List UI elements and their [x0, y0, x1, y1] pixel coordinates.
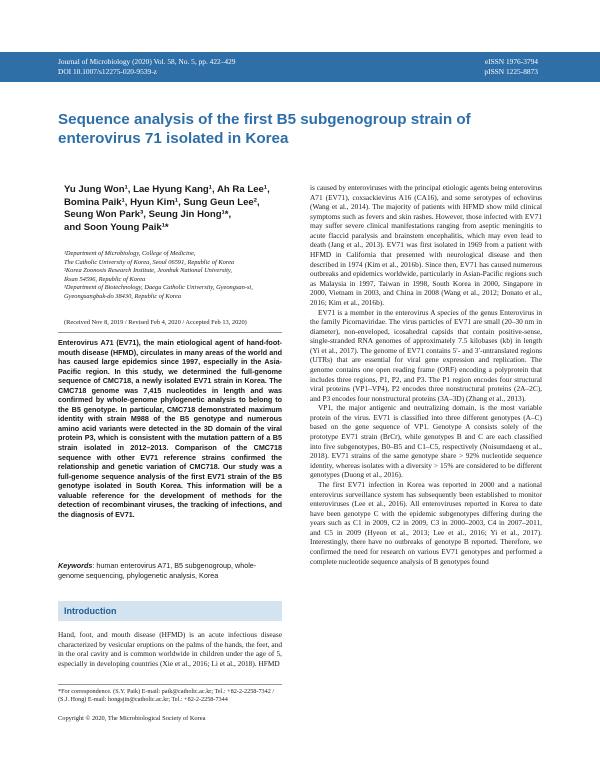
abstract: Enterovirus A71 (EV71), the main etiological agent of hand-foot-mouth disease (HFMD), circulates in many areas of the world and has caused large epidemics since 1997, especially in the Asia-Pacific region. In this study, we determined the full-genome sequence of CMC718, a newly isolated EV71 strain in Korea. The CMC718 genome was 7,415 nucleotides in length and was confirmed by whole-genome phylogenetic analysis to belong to the B5 genotype. In particular, CMC718 demonstrated maximum identity with strain M988 of the B5 genotype and numerous amino acid variants were detected in the 3D domain of the viral protein P3, which is consistent with the mutation pattern of a B5 strain isolated in 2012–2013. Comparison of the CMC718 sequence with other EV71 reference strains confirmed the relationship and genetic variation of CMC718. Our study was a full-genome sequence analysis of the first EV71 strain of the B5 genotype isolated in South Korea. This information will be a valuable reference for the development of methods for the detection of recombinant viruses, the tracking of infections, and the diagnosis of EV71. — [58, 338, 282, 519]
affiliation-line: ²Korea Zoonosis Research Institute, Jeonbuk National University, — [64, 267, 232, 275]
section-heading-introduction: Introduction — [58, 601, 282, 621]
author-line: Yu Jung Won¹, Lae Hyung Kang¹, Ah Ra Lee¹, — [64, 184, 270, 195]
divider — [58, 332, 282, 333]
correspondence-footnote: *For correspondence. (S.Y. Paik) E-mail: paik@catholic.ac.kr; Tel.: +82-2-2258-7342 / (S.J. Hong) E-mail: hongsjin@catholic.ac.kr; Tel.: +82-2-2258-7344 — [58, 688, 275, 703]
intro-paragraph: Hand, foot, and mouth disease (HFMD) is an acute infectious disease characterized by vesicular eruptions on the palms of the hands, the feet, and in the oral cavity and is common worldwide in children under the age of 5, especially in developing countries (Xie et al., 2016; Li et al., 2018). HFMD — [58, 630, 282, 668]
affiliations — [58, 250, 282, 302]
body-paragraph: EV71 is a member in the enterovirus A species of the genus Enterovirus in the family Picornaviridae. The virus particles of EV71 are small (20–30 nm in diameter), non-enveloped, icosahedral capsids that contain positive-sense, single-stranded RNA genomes of approximately 7.5 kilobases (kb) in length (Yi et al., 2017). The genome of EV71 contains 5′- and 3′-untranslated regions (UTRs) that are essential for viral gene expression and replication. The genome contains one open reading frame (ORF) encoding a polyprotein that includes three regions, P1, P2, and P3. The P1 region encodes four structural viral proteins (VP1–VP4), P2 encodes three nonstructural proteins (2A–2C), and P3 encodes four nonstructural proteins (3A–3D) (Zhang et al., 2013). — [310, 307, 542, 403]
body-paragraph: is caused by enteroviruses with the principal etiologic agents being enterovirus A71 (EV71), coxsackievirus A16 (CA16), and some serotypes of echovirus (Wang et al., 2014). The majority of patients with HFMD show mild clinical symptoms such as fevers and skin rashes. However, those infected with EV71 may suffer severe clinical manifestations ranging from aseptic meningitis to acute flaccid paralysis and brainstem encephalitis, which may even lead to death (Jang et al., 2013). EV71 was first isolated in 1969 from a patient with HFMD in California that presented with neurological disease and then described in 1974 (Kim et al., 2016b). Since then, EV71 has caused numerous outbreaks and epidemics worldwide, particularly in Asian-Pacific regions such as Malaysia in 1997, Taiwan in 1998, South Korea in 2000, Singapore in 2000, Vietnam in 2003, and China in 2008 (Wang et al., 2012; Donato et al., 2016; Kim et al., 2016b). — [310, 183, 542, 307]
copyright: Copyright © 2020, The Microbiological Society of Korea — [58, 715, 206, 722]
right-column-body — [310, 183, 542, 566]
author-list — [58, 184, 282, 234]
article-title: Sequence analysis of the first B5 subgenogroup strain of enterovirus 71 isolated in Korea — [58, 111, 471, 147]
body-paragraph: The first EV71 infection in Korea was reported in 2000 and a national enterovirus surveillance system has subsequently been established to monitor enteroviruses (Lee et al., 2016). All enteroviruses reported in Korea to date have been genotype C with the epidemic subgenotypes differing during the years such as C1 in 2009, C2 in 2009, C3 in 2000–2003, C4 in 2007–2011, and C5 in 2009 (Hyeon et al., 2013; Lee et al., 2016; Yi et al., 2017). Interestingly, there have no outbreaks of genotype B reported. Therefore, we confirmed the need for research on various EV71 genotypes and performed a complete nucleotide sequence analysis of B genotypes found — [310, 479, 542, 566]
pissn: pISSN 1225-8873 — [484, 66, 538, 76]
keywords-text: : human enterovirus A71, B5 subgenogroup, whole-genome sequencing, phylogenetic analysis, Korea — [58, 561, 257, 580]
footnote-divider — [58, 684, 282, 685]
received-dates: (Received Nov 8, 2019 / Revised Feb 4, 2020 / Accepted Feb 13, 2020) — [64, 319, 247, 326]
affiliation-line: Gyeongsangbuk-do 38430, Republic of Korea — [64, 292, 182, 300]
affiliation-line: Iksan 54596, Republic of Korea — [64, 275, 146, 283]
doi[interactable]: DOI 10.1007/s12275-020-9539-z — [58, 66, 157, 76]
affiliation-line: ³Department of Biotechnology, Daegu Catholic University, Gyeongsan-si, — [64, 284, 253, 292]
eissn: eISSN 1976-3794 — [484, 57, 538, 66]
author-line: Seung Won Park³, Seung Jin Hong¹*, — [64, 209, 232, 221]
journal-banner — [0, 52, 600, 82]
keywords-label: Keywords — [58, 561, 93, 570]
journal-line: Journal of Microbiology (2020) Vol. 58, No. 5, pp. 422–429 — [58, 57, 236, 66]
affiliation-line: The Catholic University of Korea, Seoul 06591, Republic of Korea — [64, 258, 235, 266]
body-paragraph: VP1, the major antigenic and neutralizing domain, is the most variable protein of the virus. EV71 is classified into three different genotypes (A–C) based on the gene sequence of VP1. Genotype A consists solely of the prototype EV71 strain (BrCr), while genotypes B and C are each classified into five subgenotypes, B0–B5 and C1–C5, respectively (Noisumdaeng et al., 2018). EV71 strains of the same genotype share > 92% nucleotide sequence identity, whereas isolates with a diversity > 15% are considered to be different genotypes (Duong et al., 2016). — [310, 403, 542, 480]
keywords — [58, 561, 282, 580]
issn-info — [484, 57, 538, 76]
affiliation-line: ¹Department of Microbiology, College of Medicine, — [64, 250, 196, 257]
author-line: Bomina Paik¹, Hyun Kim¹, Sung Geun Lee², — [64, 196, 260, 208]
journal-info — [58, 57, 236, 76]
author-line: and Soon Young Paik¹* — [64, 221, 169, 233]
